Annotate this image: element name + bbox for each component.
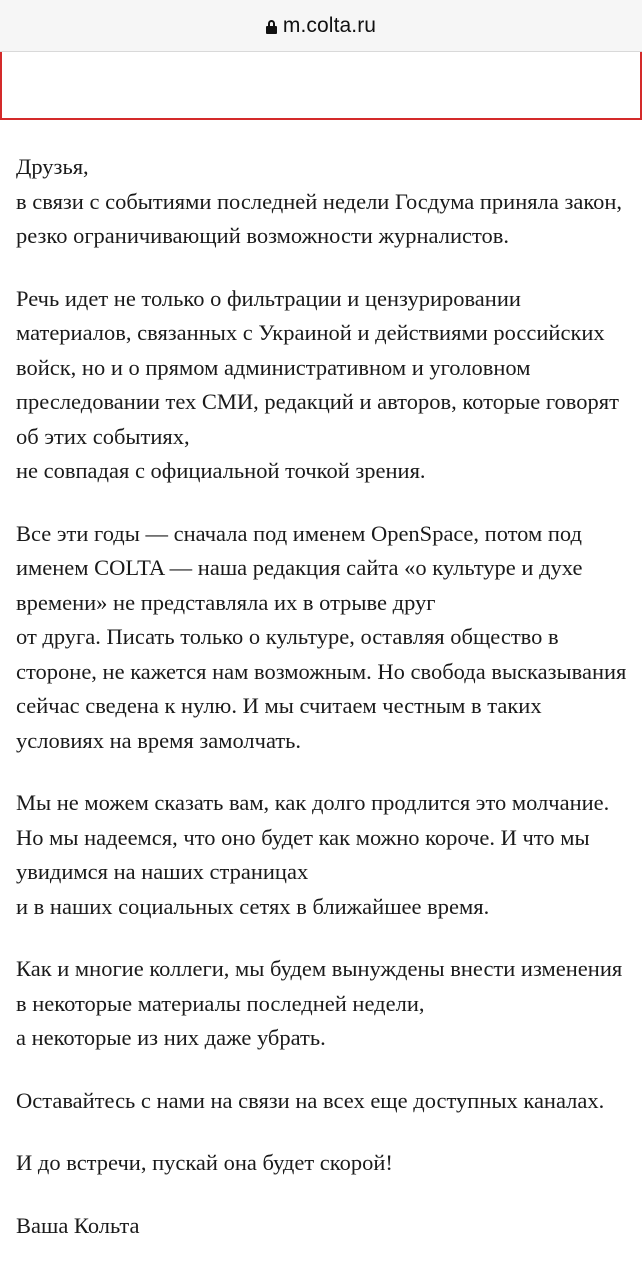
paragraph-3: Все эти годы — сначала под именем OpenSpace, потом под именем COLTA — наша редакция сайта «о культуре и духе времени» не представляла их в отрыве друг от друга. Писать только о культуре, оставляя общество в стороне, не кажется нам возможным. Но свобода высказывания сейчас сведена к нулю. И мы считаем честным в таких условиях на время замолчать. [16, 520, 627, 753]
paragraph-5: Как и многие коллеги, мы будем вынуждены внести изменения в некоторые материалы последней недели, а некоторые из них даже убрать. [16, 956, 623, 1050]
signature: Ваша Кольта [16, 1212, 140, 1238]
browser-address-bar[interactable] [0, 0, 642, 52]
url-text: m.colta.ru [282, 13, 377, 37]
paragraph-2: Речь идет не только о фильтрации и цензурировании материалов, связанных с Украиной и действиями российских войск, но и о прямом административном и уголовном преследовании тех СМИ, редакций и авторов, которые говорят об этих событиях, не совпадая с официальной точкой зрения. [16, 285, 619, 483]
paragraph-6: Оставайтесь с нами на связи на всех еще доступных каналах. [16, 1087, 605, 1113]
paragraph-7: И до встречи, пускай она будет скорой! [16, 1150, 393, 1175]
article-body [16, 150, 630, 1243]
paragraph-4: Мы не можем сказать вам, как долго продлится это молчание. Но мы надеемся, что оно будет как можно короче. И что мы увидимся на наших страницах и в наших социальных сетях в ближайшее время. [16, 790, 610, 919]
lock-icon [266, 20, 277, 34]
url-display[interactable] [266, 14, 376, 38]
paragraph-1: Друзья, в связи с событиями последней недели Госдума приняла закон, резко ограничивающий возможности журналистов. [16, 154, 623, 248]
ad-banner-frame [0, 52, 642, 120]
